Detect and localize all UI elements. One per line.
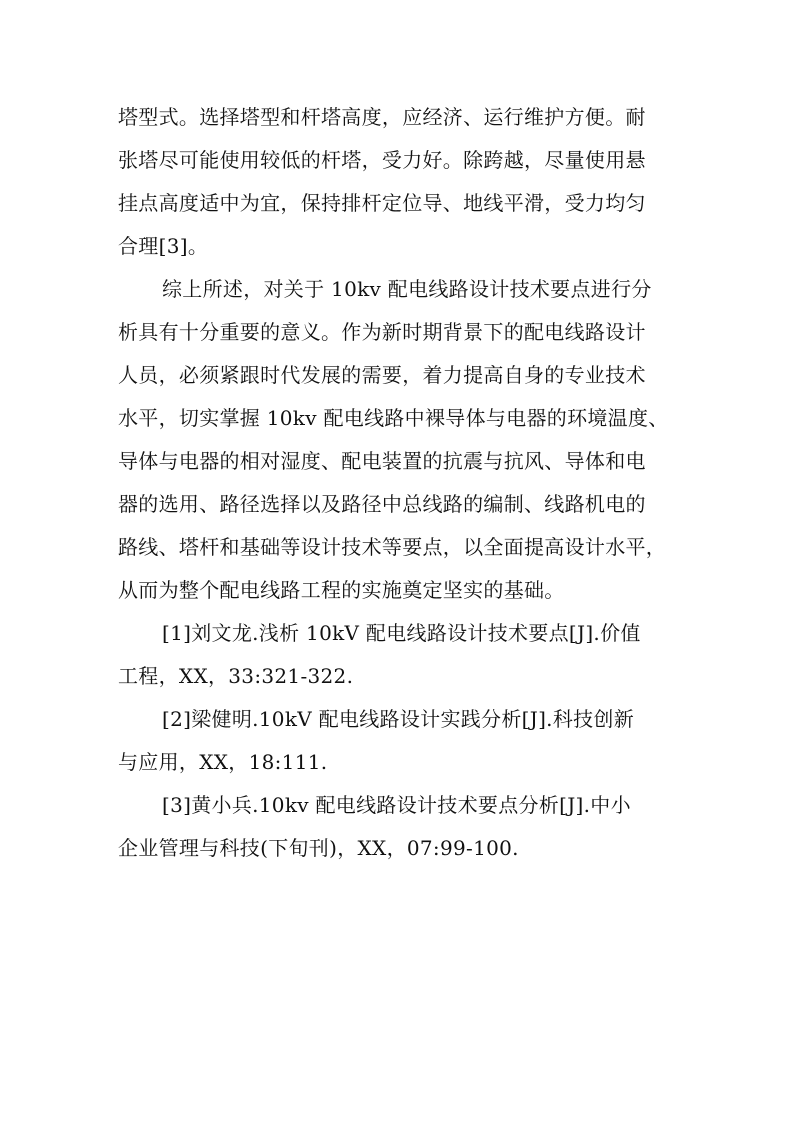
reference-line: 与应用，XX，18:111. [118,750,328,774]
text-line: 综上所述，对关于 10kv 配电线路设计技术要点进行分 [162,277,652,301]
reference-line: [1]刘文龙.浅析 10kV 配电线路设计技术要点[J].价值 [162,621,641,645]
reference-line: [2]梁健明.10kV 配电线路设计实践分析[J].科技创新 [162,707,635,731]
text-line: 张塔尽可能使用较低的杆塔，受力好。除跨越，尽量使用悬 [118,148,646,172]
reference-line: 工程，XX，33:321-322. [118,664,354,688]
text-line: 导体与电器的相对湿度、配电装置的抗震与抗风、导体和电 [118,449,646,473]
text-line: 塔型式。选择塔型和杆塔高度，应经济、运行维护方便。耐 [118,105,646,129]
reference-line: 企业管理与科技(下旬刊)，XX，07:99-100. [118,836,519,860]
text-line: 路线、塔杆和基础等设计技术等要点，以全面提高设计水平， [118,535,667,559]
text-line: 从而为整个配电线路工程的实施奠定坚实的基础。 [118,578,565,602]
reference-item-3 [118,784,678,870]
reference-line: [3]黄小兵.10kv 配电线路设计技术要点分析[J].中小 [162,793,631,817]
text-line: 析具有十分重要的意义。作为新时期背景下的配电线路设计 [118,320,646,344]
document-page [118,96,678,870]
text-line: 挂点高度适中为宜，保持排杆定位导、地线平滑，受力均匀 [118,191,646,215]
reference-list [118,612,678,870]
text-line: 合理[3]。 [118,234,209,258]
text-line: 水平，切实掌握 10kv 配电线路中裸导体与电器的环境温度、 [118,406,669,430]
text-line: 器的选用、路径选择以及路径中总线路的编制、线路机电的 [118,492,646,516]
reference-item-1 [118,612,678,698]
paragraph-conclusion [118,268,678,612]
paragraph-tower-design [118,96,678,268]
reference-item-2 [118,698,678,784]
text-line: 人员，必须紧跟时代发展的需要，着力提高自身的专业技术 [118,363,646,387]
